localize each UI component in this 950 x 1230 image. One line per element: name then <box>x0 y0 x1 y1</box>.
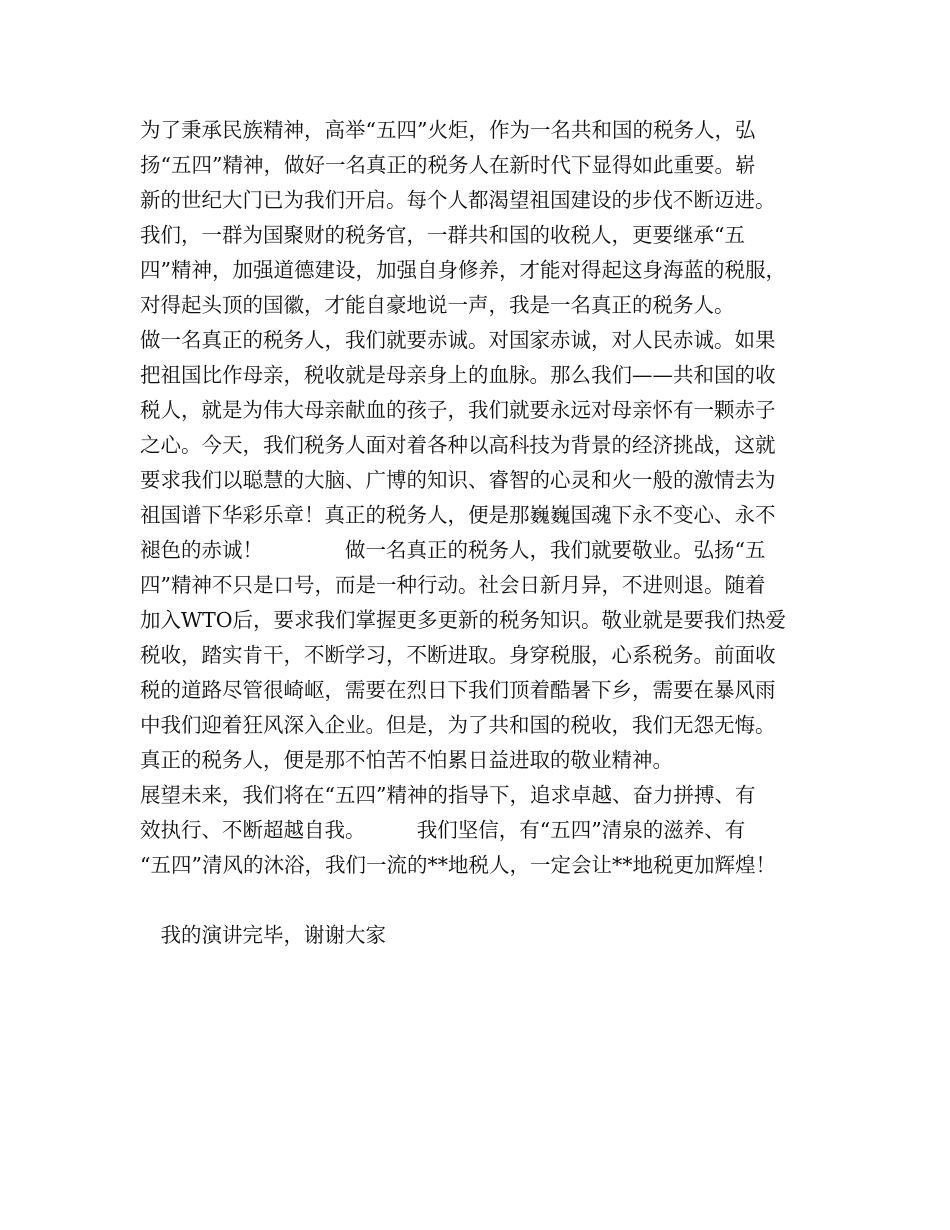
text-line: 祖国谱下华彩乐章！真正的税务人，便是那巍巍国魂下永不变心、永不 <box>140 503 776 527</box>
text-line: 四”精神，加强道德建设，加强自身修养，才能对得起这身海蓝的税服， <box>140 258 786 282</box>
text-line: 对得起头顶的国徽，才能自豪地说一声，我是一名真正的税务人。 <box>140 293 735 317</box>
text-line: 税收，踏实肯干，不断学习，不断进取。身穿税服，心系税务。前面收 <box>140 643 776 667</box>
text-line: 新的世纪大门已为我们开启。每个人都渴望祖国建设的步伐不断迈进。 <box>140 188 776 212</box>
text-line: 税人，就是为伟大母亲献血的孩子，我们就要永远对母亲怀有一颗赤子 <box>140 398 776 422</box>
text-line: 褪色的赤诚！ 做一名真正的税务人，我们就要敬业。弘扬“五 <box>140 538 766 562</box>
text-line: 效执行、不断超越自我。 我们坚信，有“五四”清泉的滋养、有 <box>140 818 746 842</box>
text-line: 把祖国比作母亲，税收就是母亲身上的血脉。那么我们——共和国的收 <box>140 363 776 387</box>
text-line: 做一名真正的税务人，我们就要赤诚。对国家赤诚，对人民赤诚。如果 <box>140 328 776 352</box>
text-line: 展望未来，我们将在“五四”精神的指导下，追求卓越、奋力拼搏、有 <box>140 783 756 807</box>
text-line: 中我们迎着狂风深入企业。但是，为了共和国的税收，我们无怨无悔。 <box>140 713 776 737</box>
text-line: 为了秉承民族精神，高举“五四”火炬，作为一名共和国的税务人，弘 <box>140 118 756 142</box>
text-line: 之心。今天，我们税务人面对着各种以高科技为背景的经济挑战，这就 <box>140 433 776 457</box>
text-line: 税的道路尽管很崎岖，需要在烈日下我们顶着酷暑下乡，需要在暴风雨 <box>140 678 776 702</box>
text-line: 扬“五四”精神，做好一名真正的税务人在新时代下显得如此重要。崭 <box>140 153 756 177</box>
text-line: “五四”清风的沐浴，我们一流的**地税人，一定会让**地税更加辉煌！ <box>140 853 776 877</box>
text-line: 四”精神不只是口号，而是一种行动。社会日新月异，不进则退。随着 <box>140 573 766 597</box>
text-line: 加入WTO后，要求我们掌握更多更新的税务知识。敬业就是要我们热爱 <box>140 608 787 632</box>
closing-line: 我的演讲完毕，谢谢大家 <box>140 923 386 947</box>
text-line: 我们，一群为国聚财的税务官，一群共和国的收税人，更要继承“五 <box>140 223 745 247</box>
text-line: 要求我们以聪慧的大脑、广博的知识、睿智的心灵和火一般的激情去为 <box>140 468 776 492</box>
text-line: 真正的税务人，便是那不怕苦不怕累日益进取的敬业精神。 <box>140 748 673 772</box>
